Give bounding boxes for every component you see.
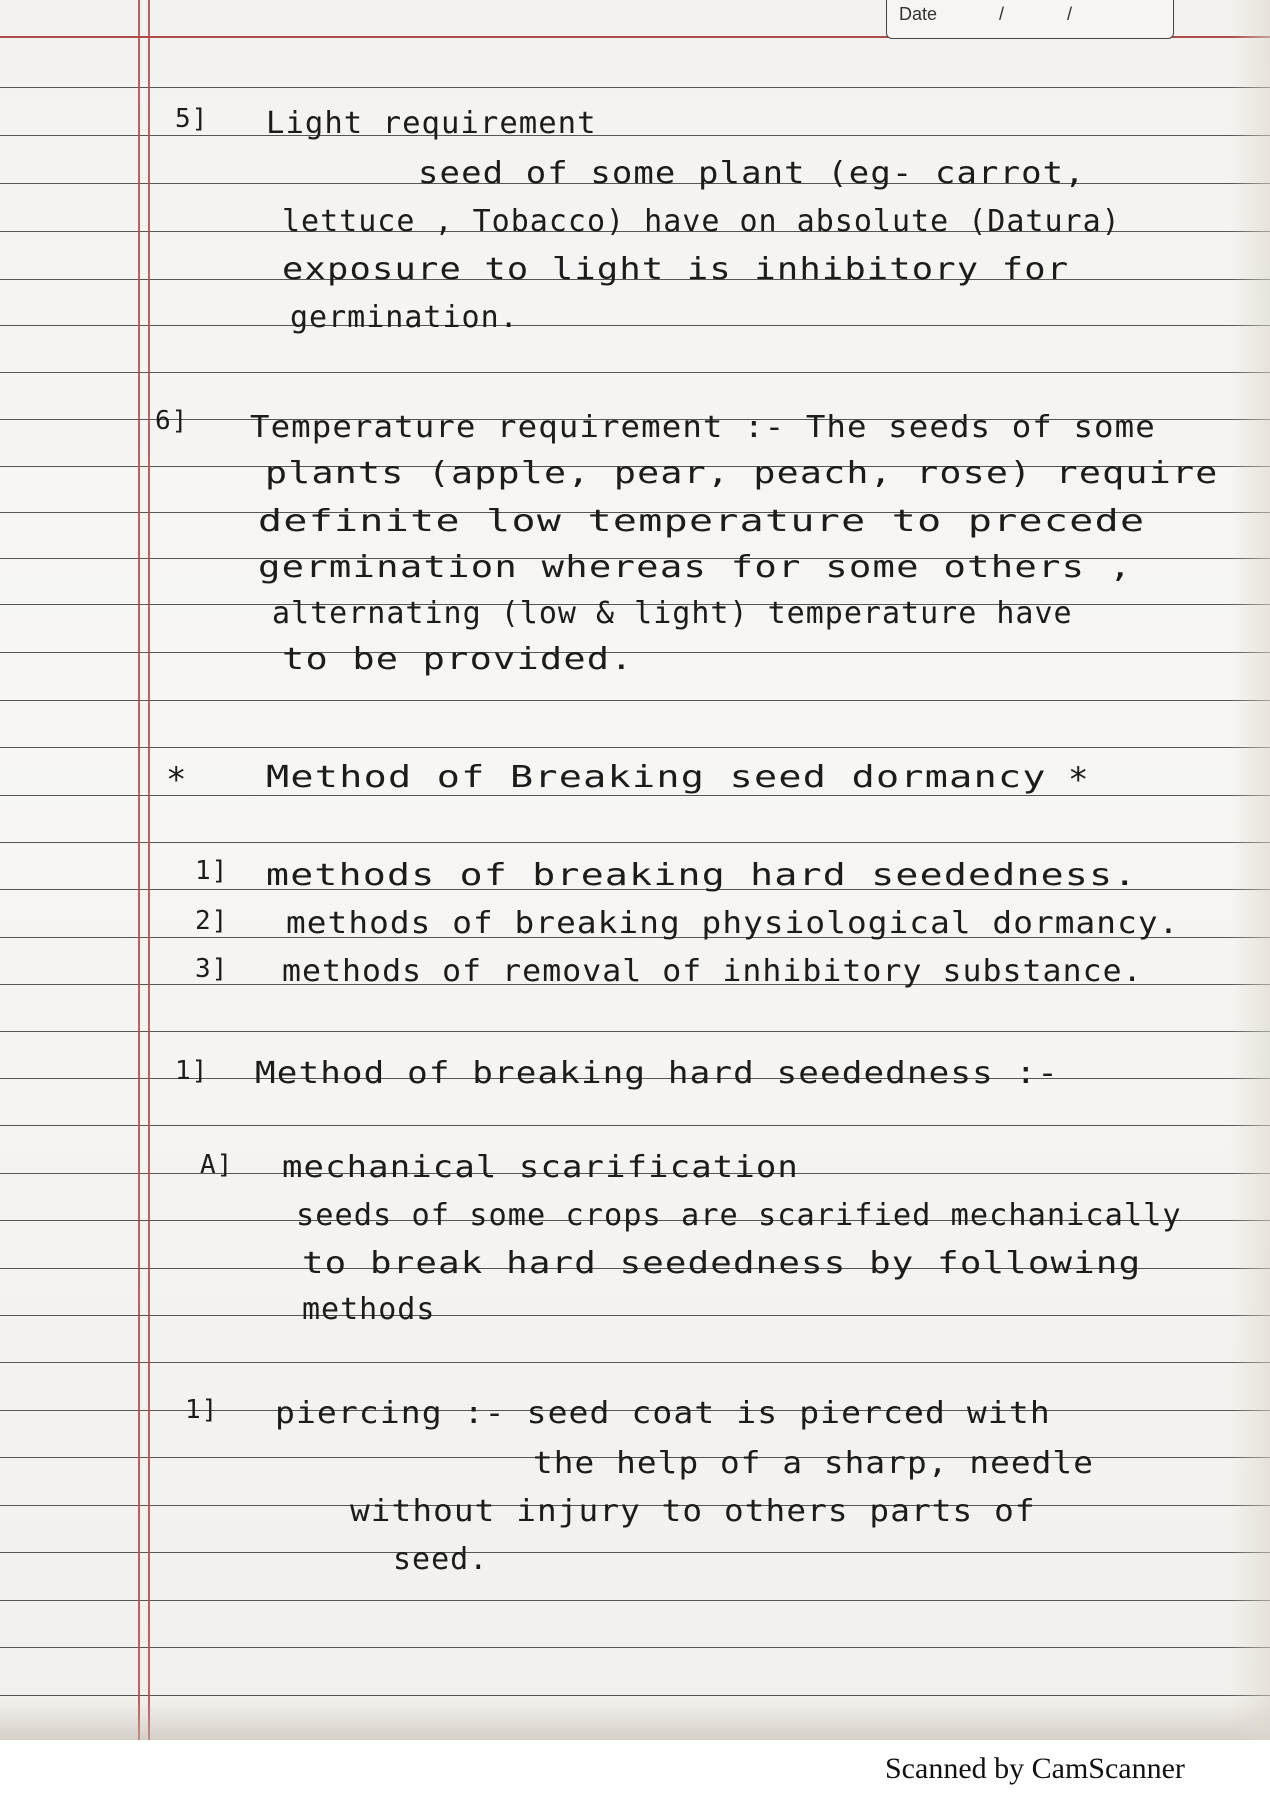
section-5-line: lettuce , Tobacco) have on absolute (Datura)	[282, 204, 1121, 239]
section-6-line: to be provided.	[282, 642, 634, 677]
heading-star-right: *	[1068, 760, 1090, 800]
ruled-line	[0, 135, 1270, 136]
section-6-number: 6]	[155, 406, 189, 436]
method-1-title: Method of breaking hard seededness :-	[255, 1056, 1060, 1091]
ruled-line	[0, 1125, 1270, 1126]
list-number: 1]	[195, 856, 229, 886]
list-item: methods of breaking hard seededness.	[266, 858, 1138, 893]
piercing-line: without injury to others parts of	[350, 1494, 1036, 1529]
date-slash: /	[1067, 4, 1073, 24]
ruled-line	[0, 747, 1270, 748]
ruled-line	[0, 652, 1270, 653]
scanner-watermark: Scanned by CamScanner	[885, 1752, 1185, 1785]
section-5-number: 5]	[175, 104, 209, 134]
ruled-line	[0, 1695, 1270, 1696]
piercing-line: seed.	[393, 1542, 489, 1577]
piercing-number: 1]	[185, 1395, 219, 1425]
ruled-line	[0, 700, 1270, 701]
list-number: 2]	[195, 906, 229, 936]
method-heading: Method of Breaking seed dormancy	[266, 760, 1047, 795]
date-label: Date	[899, 4, 938, 24]
section-5-title: Light requirement	[266, 106, 597, 141]
date-slash: /	[999, 4, 1005, 24]
piercing-line: piercing :- seed coat is pierced with	[275, 1396, 1051, 1431]
section-6-line: Temperature requirement :- The seeds of some	[250, 410, 1156, 445]
subsection-a-title: mechanical scarification	[282, 1150, 799, 1185]
heading-star-left: *	[166, 760, 188, 800]
ruled-line	[0, 1552, 1270, 1553]
paper-bottom-shadow	[0, 1700, 1270, 1740]
ruled-line	[0, 1600, 1270, 1601]
piercing-line: the help of a sharp, needle	[533, 1446, 1094, 1481]
date-box	[886, 0, 1174, 39]
list-number: 3]	[195, 954, 229, 984]
list-item: methods of removal of inhibitory substance.	[282, 954, 1143, 989]
ruled-line	[0, 842, 1270, 843]
ruled-line	[0, 87, 1270, 88]
section-6-line: germination whereas for some others ,	[258, 550, 1133, 585]
ruled-line	[0, 1362, 1270, 1363]
section-6-line: definite low temperature to precede	[258, 504, 1146, 539]
margin-line-right	[148, 0, 150, 1740]
margin-line-left	[138, 0, 140, 1740]
section-5-line: germination.	[290, 300, 519, 335]
section-6-line: plants (apple, pear, peach, rose) require	[265, 456, 1219, 491]
subsection-a-line: methods	[302, 1292, 436, 1327]
subsection-a-line: to break hard seededness by following	[302, 1246, 1142, 1281]
ruled-line	[0, 325, 1270, 326]
section-5-line: seed of some plant (eg- carrot,	[418, 156, 1086, 191]
ruled-line	[0, 372, 1270, 373]
ruled-line	[0, 1031, 1270, 1032]
ruled-line	[0, 1315, 1270, 1316]
subsection-a-number: A]	[200, 1150, 234, 1180]
section-5-line: exposure to light is inhibitory for	[282, 252, 1070, 287]
method-1-number: 1]	[175, 1056, 209, 1086]
list-item: methods of breaking physiological dormancy.	[286, 906, 1180, 941]
ruled-line	[0, 1647, 1270, 1648]
subsection-a-line: seeds of some crops are scarified mechanically	[296, 1198, 1182, 1233]
section-6-line: alternating (low & light) temperature have	[272, 596, 1073, 631]
